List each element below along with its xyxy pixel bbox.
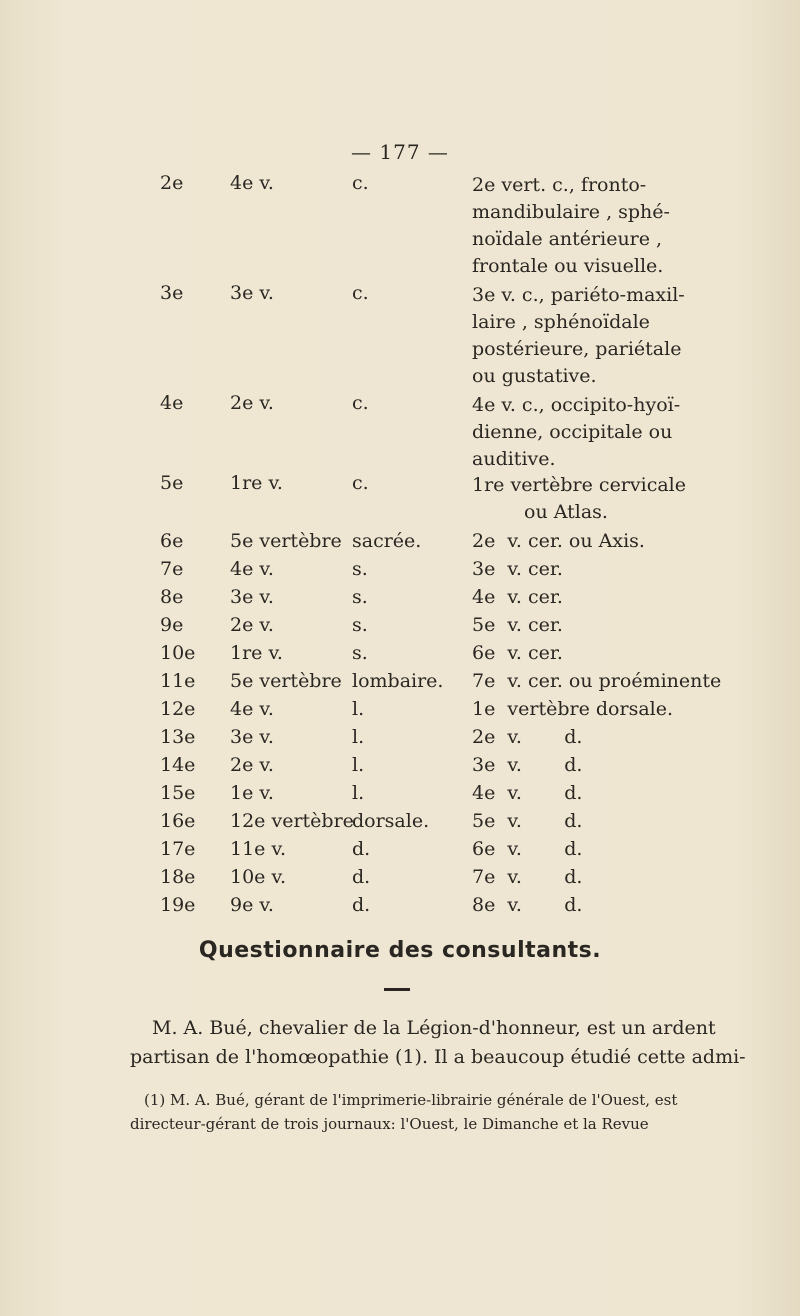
table-row	[0, 670, 800, 698]
vertebra-cell: 2e v.	[230, 392, 274, 414]
vertebra-cell: 10e v.	[230, 866, 286, 888]
table-row	[0, 866, 800, 894]
row-number: 3e	[160, 282, 184, 304]
vertebra-cell: 12e vertèbre	[230, 810, 354, 832]
body-paragraph	[130, 1014, 746, 1072]
description-cell: 4e v. d.	[472, 782, 583, 804]
table-row	[0, 782, 800, 810]
table-row	[0, 530, 800, 558]
text-line: laire , sphénoïdale	[472, 311, 650, 333]
table-row	[0, 172, 800, 200]
vertebra-cell: 1re v.	[230, 642, 283, 664]
region-cell: l.	[352, 782, 365, 804]
vertebra-cell: 1e v.	[230, 782, 274, 804]
description-cell: 2e v. d.	[472, 726, 583, 748]
region-cell: c.	[352, 282, 369, 304]
table-row	[0, 754, 800, 782]
vertebra-cell: 4e v.	[230, 558, 274, 580]
description-cell: 2e v. cer. ou Axis.	[472, 530, 645, 552]
vertebra-cell: 3e v.	[230, 586, 274, 608]
region-cell: dorsale.	[352, 810, 430, 832]
vertebra-cell: 5e vertèbre	[230, 530, 342, 552]
text-line: auditive.	[472, 448, 556, 470]
vertebra-cell: 3e v.	[230, 282, 274, 304]
page-number: — 177 —	[351, 140, 449, 164]
section-title: Questionnaire des consultants.	[198, 938, 602, 963]
table-row	[0, 642, 800, 670]
region-cell: s.	[352, 586, 368, 608]
region-cell: lombaire.	[352, 670, 444, 692]
region-cell: d.	[352, 894, 371, 916]
region-cell: l.	[352, 726, 365, 748]
description-block-3	[472, 282, 685, 390]
description-block-2	[472, 172, 668, 280]
table-row	[0, 392, 800, 420]
row-number: 5e	[160, 472, 184, 494]
description-cell: 4e v. cer.	[472, 586, 563, 608]
text-line: 4e v. c., occipito-hyoï-	[472, 394, 681, 416]
table-row	[0, 586, 800, 614]
table-row	[0, 894, 800, 922]
vertebra-cell: 11e v.	[230, 838, 286, 860]
region-cell: d.	[352, 866, 371, 888]
row-number: 2e	[160, 172, 184, 194]
row-number: 18e	[160, 866, 196, 888]
region-cell: s.	[352, 642, 368, 664]
region-cell: s.	[352, 558, 368, 580]
vertebra-cell: 5e vertèbre	[230, 670, 342, 692]
region-cell: sacrée.	[352, 530, 422, 552]
row-number: 11e	[160, 670, 196, 692]
row-number: 12e	[160, 698, 196, 720]
description-cell: 7e v. d.	[472, 866, 583, 888]
region-cell: c.	[352, 172, 369, 194]
description-cell: 7e v. cer. ou proéminente	[472, 670, 722, 692]
text-line: directeur-gérant de trois journaux: l'Ouest, le Dimanche et la Revue	[130, 1115, 649, 1133]
vertebra-cell: 1re v.	[230, 472, 283, 494]
region-cell: l.	[352, 754, 365, 776]
vertebra-cell: 4e v.	[230, 698, 274, 720]
description-cell: 1e vertèbre dorsale.	[472, 698, 674, 720]
vertebra-cell: 2e v.	[230, 614, 274, 636]
row-number: 14e	[160, 754, 196, 776]
row-number: 17e	[160, 838, 196, 860]
description-cell: 5e v. d.	[472, 810, 583, 832]
vertebra-cell: 9e v.	[230, 894, 274, 916]
table-row	[0, 726, 800, 754]
text-line: ou Atlas.	[524, 501, 608, 523]
row-number: 15e	[160, 782, 196, 804]
footnote	[130, 1088, 678, 1136]
description-cell: 3e v. cer.	[472, 558, 563, 580]
region-cell: d.	[352, 838, 371, 860]
description-cell: 6e v. cer.	[472, 642, 563, 664]
description-block-4	[472, 392, 681, 473]
text-line: noïdale antérieure ,	[472, 228, 663, 250]
text-line: postérieure, pariétale	[472, 338, 682, 360]
text-line: 2e vert. c., fronto-	[472, 174, 647, 196]
description-cell: 6e v. d.	[472, 838, 583, 860]
text-line: frontale ou visuelle.	[472, 255, 664, 277]
text-line: 3e v. c., pariéto-maxil-	[472, 284, 685, 306]
text-line: 1re vertèbre cervicale	[472, 474, 686, 496]
region-cell: s.	[352, 614, 368, 636]
table-row	[0, 698, 800, 726]
vertebra-cell: 4e v.	[230, 172, 274, 194]
table-row	[0, 810, 800, 838]
row-number: 7e	[160, 558, 184, 580]
text-line: M. A. Bué, chevalier de la Légion-d'honneur, est un ardent	[152, 1017, 716, 1039]
description-cell: 8e v. d.	[472, 894, 583, 916]
vertebra-cell: 3e v.	[230, 726, 274, 748]
description-cell: 5e v. cer.	[472, 614, 563, 636]
table-row	[0, 558, 800, 586]
row-number: 8e	[160, 586, 184, 608]
row-number: 19e	[160, 894, 196, 916]
region-cell: l.	[352, 698, 365, 720]
row-number: 4e	[160, 392, 184, 414]
row-number: 9e	[160, 614, 184, 636]
vertebra-cell: 2e v.	[230, 754, 274, 776]
table-row	[0, 838, 800, 866]
row-number: 10e	[160, 642, 196, 664]
description-cell: 3e v. d.	[472, 754, 583, 776]
table-row	[0, 614, 800, 642]
region-cell: c.	[352, 392, 369, 414]
row-number: 13e	[160, 726, 196, 748]
text-line: partisan de l'homœopathie (1). Il a beaucoup étudié cette admi-	[130, 1046, 746, 1068]
text-line: mandibulaire , sphé-	[472, 201, 670, 223]
text-line: (1) M. A. Bué, gérant de l'imprimerie-librairie générale de l'Ouest, est	[144, 1091, 678, 1109]
divider	[384, 988, 410, 991]
text-line: dienne, occipitale ou	[472, 421, 673, 443]
text-line: ou gustative.	[472, 365, 597, 387]
description-block-5	[472, 472, 686, 526]
region-cell: c.	[352, 472, 369, 494]
row-number: 16e	[160, 810, 196, 832]
row-number: 6e	[160, 530, 184, 552]
